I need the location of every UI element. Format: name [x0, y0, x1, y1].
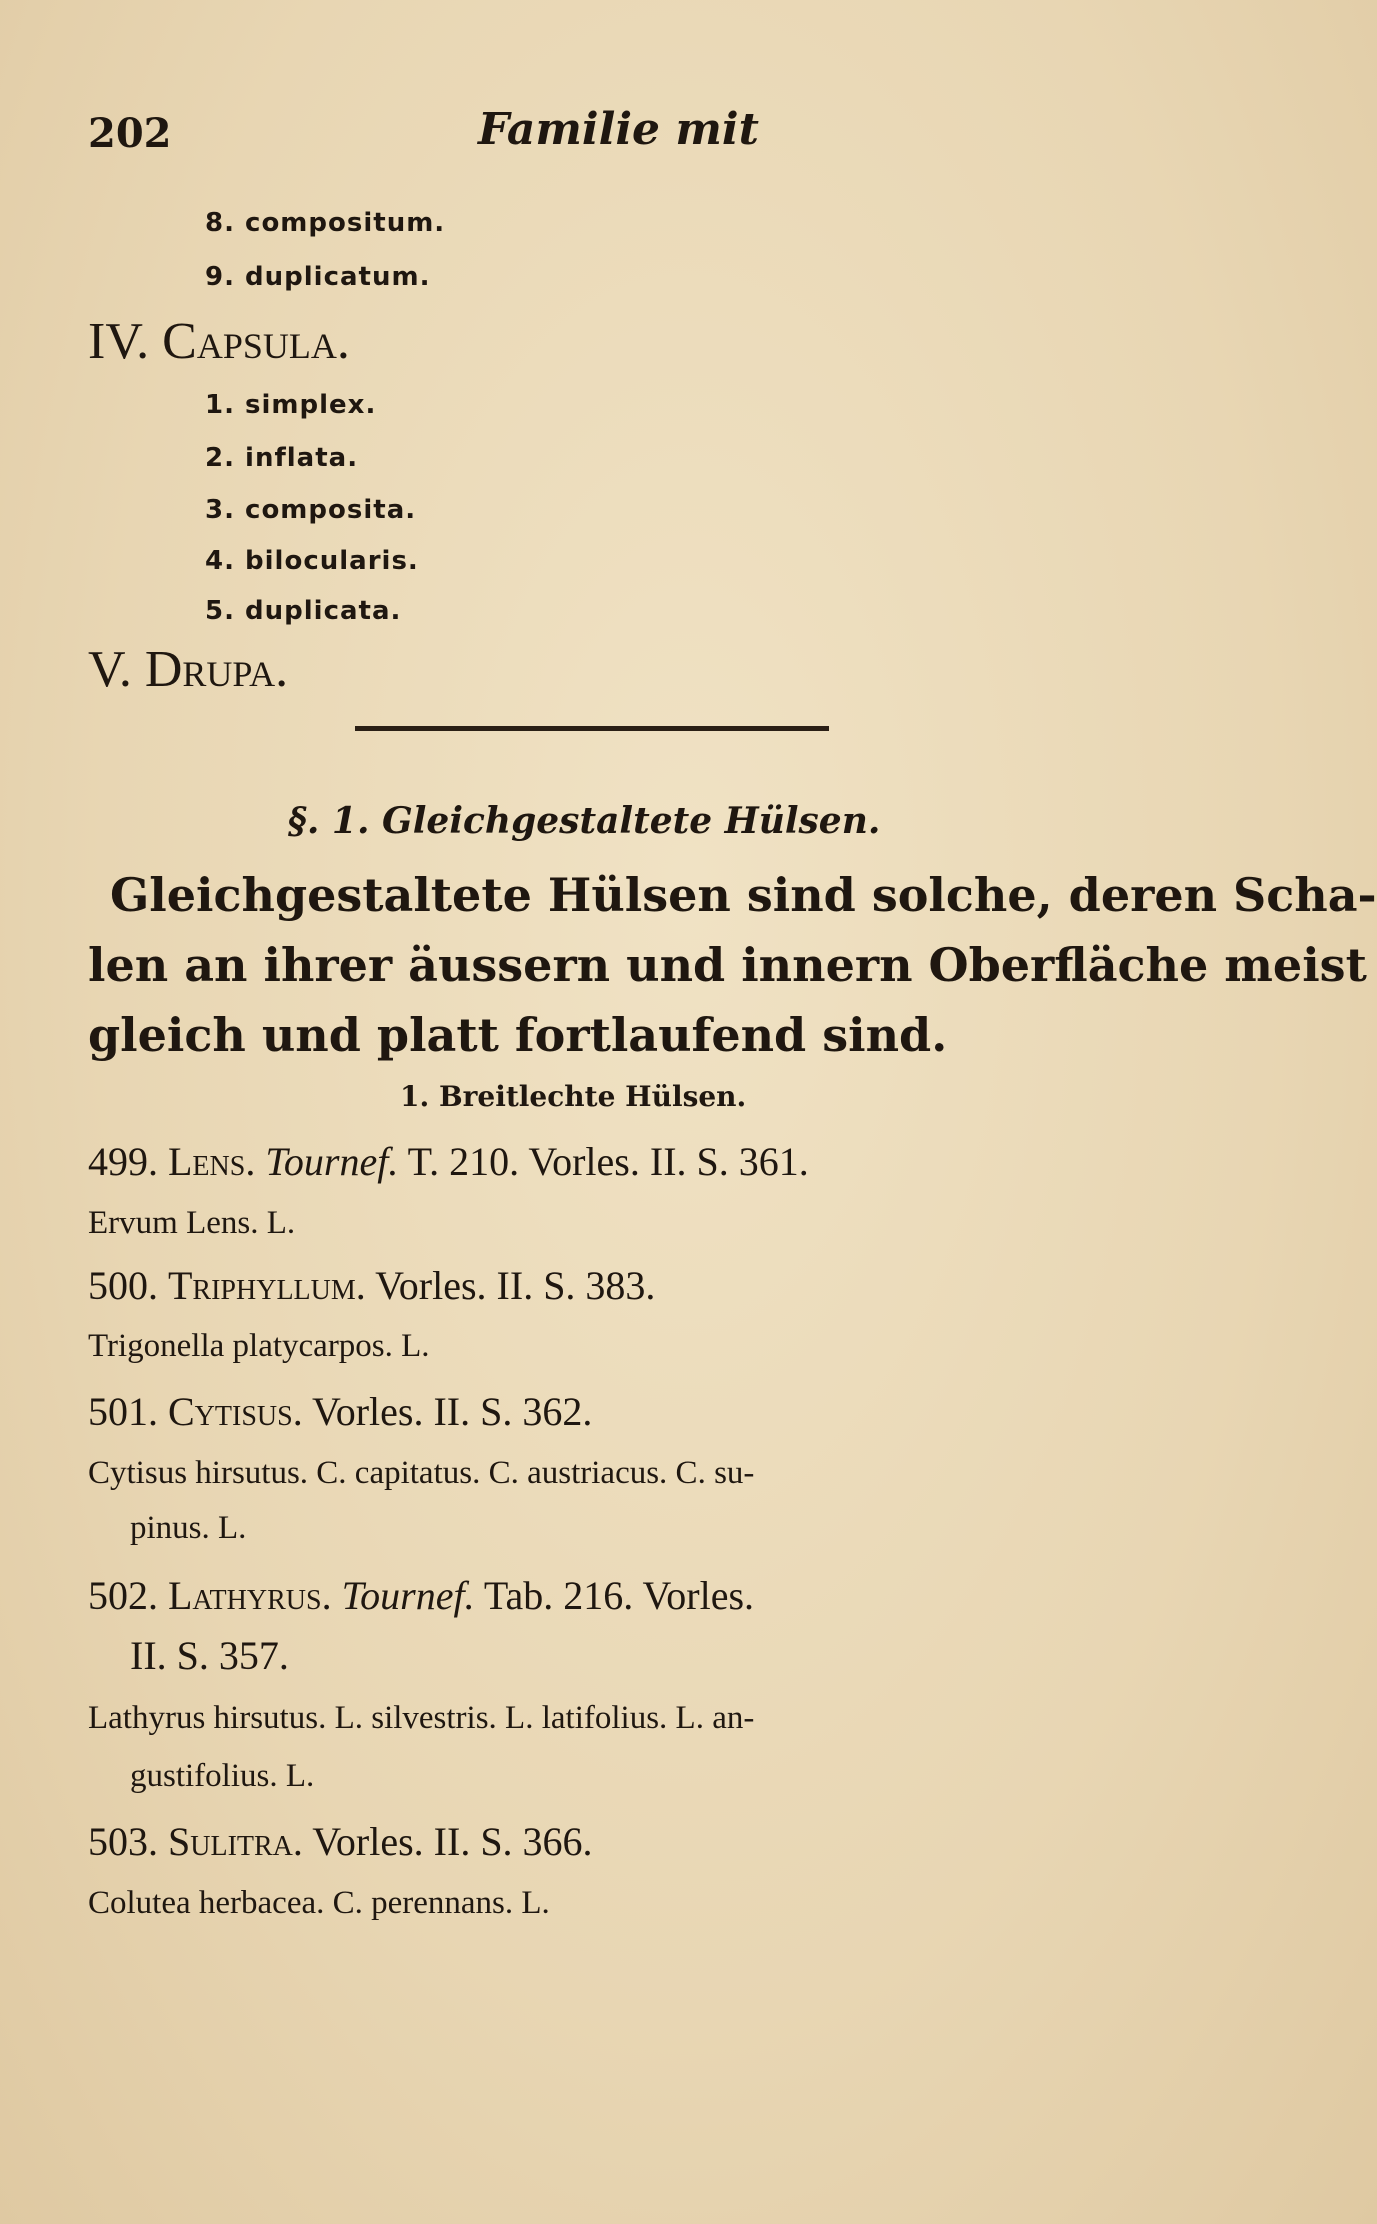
paragraph-line: len an ihrer äussern und innern Oberfläche meist	[88, 938, 1367, 992]
list-item: 5. duplicata.	[205, 596, 402, 626]
synonym-line: Cytisus hirsutus. C. capitatus. C. austriacus. C. su-	[88, 1455, 755, 1491]
page-number: 202	[88, 110, 172, 157]
synonym-line: Lathyrus hirsutus. L. silvestris. L. latifolius. L. an-	[88, 1700, 755, 1736]
list-item: 4. bilocularis.	[205, 546, 419, 576]
synonym-line: Colutea herbacea. C. perennans. L.	[88, 1885, 550, 1921]
subheading: 1. Breitlechte Hülsen.	[400, 1080, 747, 1113]
entry-502-continued: II. S. 357.	[130, 1633, 289, 1678]
synonym-line: pinus. L.	[130, 1510, 247, 1546]
entry-503: 503. Sulitra. Vorles. II. S. 366.	[88, 1819, 593, 1864]
running-head: Familie mit	[478, 104, 759, 155]
section-heading-iv: IV. Capsula.	[88, 313, 350, 370]
paragraph-line: Gleichgestaltete Hülsen sind solche, deren Scha-	[110, 868, 1377, 922]
entry-499: 499. Lens. Tournef. T. 210. Vorles. II. S. 361.	[88, 1139, 809, 1184]
list-item: 3. composita.	[205, 495, 417, 525]
list-item: 8. compositum.	[205, 208, 446, 238]
synonym-line: Trigonella platycarpos. L.	[88, 1328, 430, 1364]
section-heading-v: V. Drupa.	[88, 641, 289, 698]
list-item: 2. inflata.	[205, 443, 359, 473]
synonym-line: gustifolius. L.	[130, 1758, 315, 1794]
list-item: 1. simplex.	[205, 390, 377, 420]
paragraph-line: gleich und platt fortlaufend sind.	[88, 1008, 948, 1062]
entry-500: 500. Triphyllum. Vorles. II. S. 383.	[88, 1263, 656, 1308]
synonym-line: Ervum Lens. L.	[88, 1205, 296, 1241]
paragraph-heading: §. 1. Gleichgestaltete Hülsen.	[288, 800, 881, 842]
entry-501: 501. Cytisus. Vorles. II. S. 362.	[88, 1389, 593, 1434]
entry-502: 502. Lathyrus. Tournef. Tab. 216. Vorles.	[88, 1573, 755, 1618]
divider	[355, 726, 829, 731]
list-item: 9. duplicatum.	[205, 262, 431, 292]
